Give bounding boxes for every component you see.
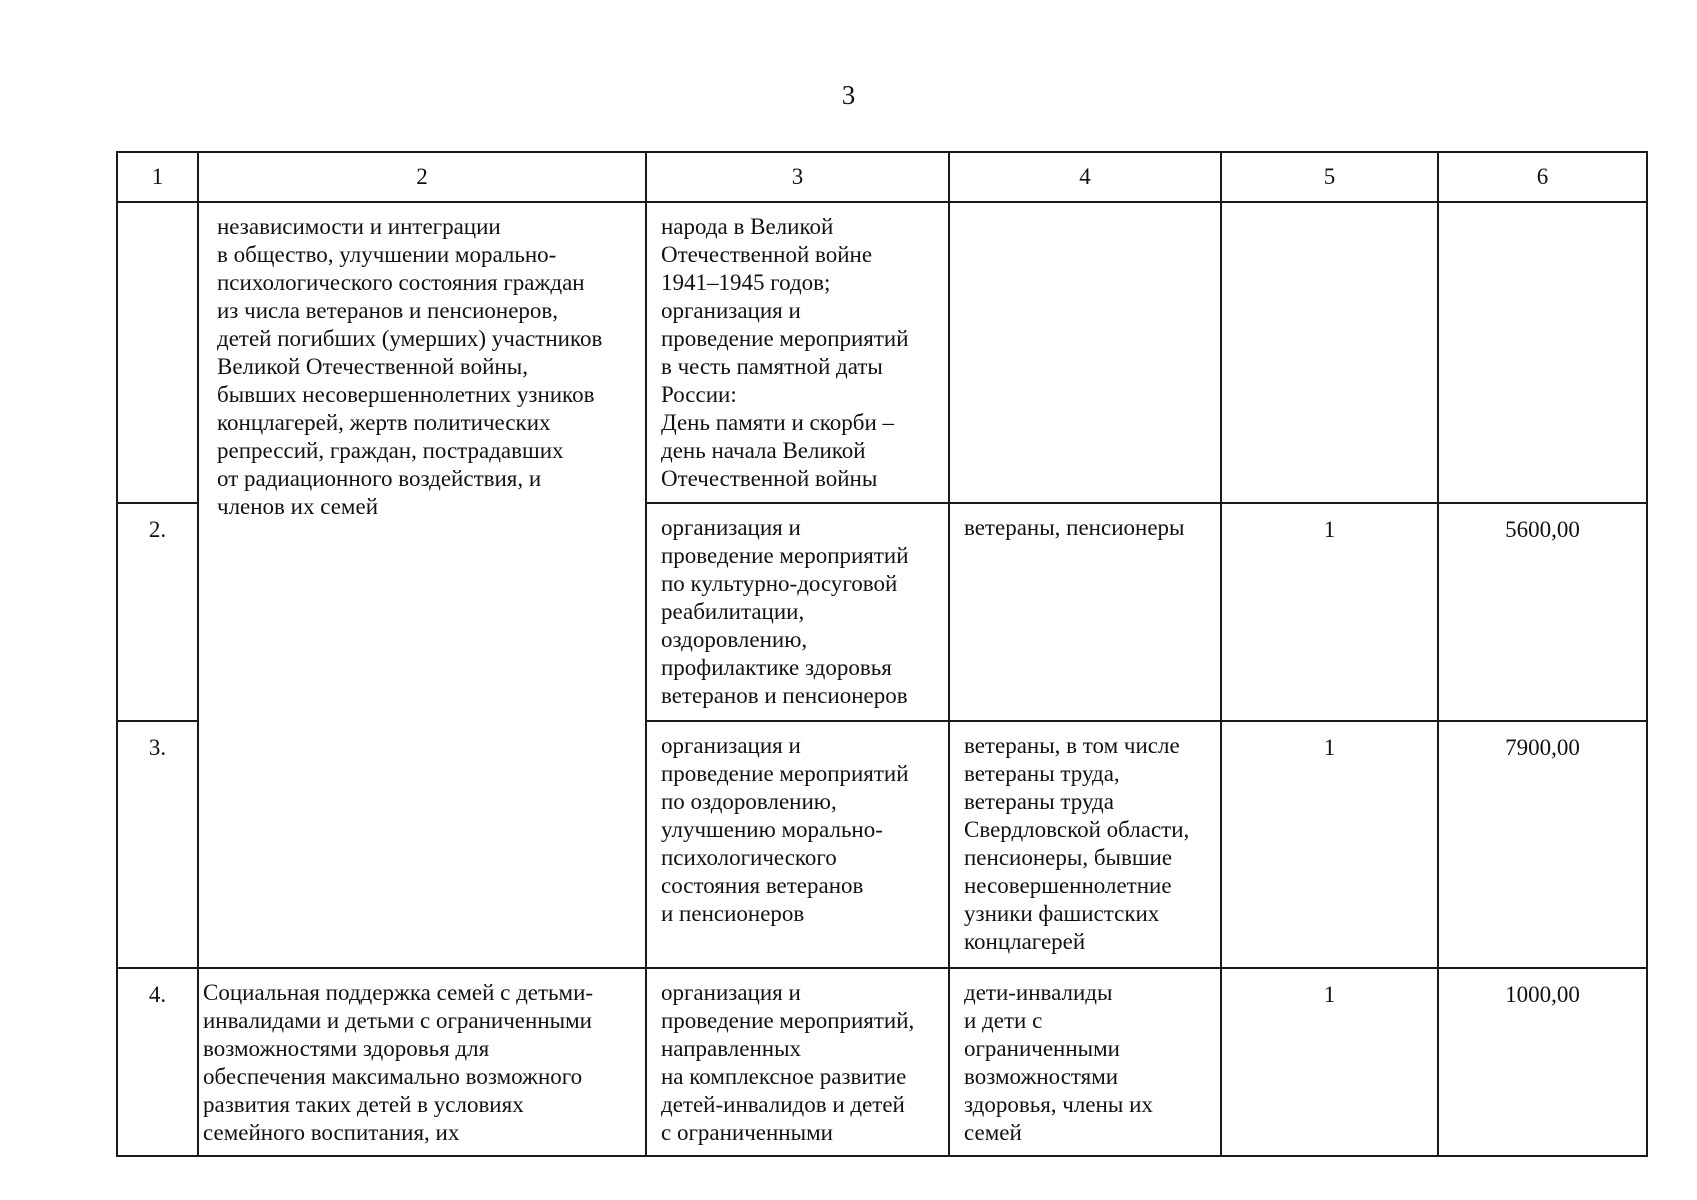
- activity-cell: [646, 202, 949, 503]
- header-row: [117, 152, 1647, 202]
- header-col-5: 5: [1221, 152, 1438, 202]
- activity-cell: [646, 721, 949, 968]
- amount-cell: [1438, 968, 1647, 1156]
- activity-cell: [646, 503, 949, 721]
- recipients-text: ветераны, пенсионеры: [964, 514, 1185, 540]
- row-number-cell: [117, 202, 198, 503]
- row-number-cell: [117, 721, 198, 968]
- amount-cell: [1438, 721, 1647, 968]
- activity-text: организация и проведение мероприятий, направленных на комплексное развитие детей-инвалидов и детей с ограниченными: [661, 979, 915, 1145]
- category-text: Социальная поддержка семей с детьми- инвалидами и детьми с ограниченными возможностями здоровья для обеспечения максимально возможного развития таких детей в условиях семейного воспитания, их: [203, 979, 594, 1145]
- count-cell: [1221, 503, 1438, 721]
- row-number-cell: [117, 968, 198, 1156]
- recipients-text: дети-инвалиды и дети с ограниченными возможностями здоровья, члены их семей: [964, 979, 1153, 1145]
- header-col-4: 4: [949, 152, 1221, 202]
- table-row: [117, 202, 1647, 503]
- row-number: 2.: [148, 516, 167, 542]
- header-col-2: 2: [198, 152, 646, 202]
- count-value: 1: [1323, 981, 1336, 1007]
- row-number-cell: [117, 503, 198, 721]
- activity-text: организация и проведение мероприятий по культурно-досуговой реабилитации, оздоровлению, профилактике здоровья ветеранов и пенсионеров: [661, 514, 909, 708]
- recipients-cell: [949, 721, 1221, 968]
- count-value: 1: [1323, 516, 1336, 542]
- row-number: 3.: [148, 735, 167, 761]
- count-cell: [1221, 721, 1438, 968]
- activity-text: организация и проведение мероприятий по оздоровлению, улучшению морально- психологического состояния ветеранов и пенсионеров: [661, 733, 909, 927]
- row-number: 4.: [148, 981, 167, 1007]
- page-number: 3: [841, 80, 856, 110]
- amount-value: 1000,00: [1505, 981, 1580, 1007]
- recipients-cell: [949, 202, 1221, 503]
- header-col-1: 1: [117, 152, 198, 202]
- amount-value: 7900,00: [1505, 735, 1580, 761]
- category-text: независимости и интеграции в общество, улучшении морально- психологического состояния граждан из числа ветеранов и пенсионеров, детей погибших (умерших) участников Великой Отечественной войны, бывших несовершеннолетних узников концлагерей, жертв политических репрессий, граждан, пострадавших от радиационного воздействия, и членов их семей: [217, 214, 603, 519]
- category-cell: [198, 202, 646, 968]
- measures-table: [116, 151, 1648, 1157]
- activity-cell: [646, 968, 949, 1156]
- amount-cell: [1438, 202, 1647, 503]
- recipients-cell: [949, 968, 1221, 1156]
- category-cell: [198, 968, 646, 1156]
- header-col-6: 6: [1438, 152, 1647, 202]
- count-cell: [1221, 202, 1438, 503]
- count-value: 1: [1323, 735, 1336, 761]
- header-col-3: 3: [646, 152, 949, 202]
- activity-text: народа в Великой Отечественной войне 1941–1945 годов; организация и проведение мероприятий в честь памятной даты России: День памяти и скорби – день начала Великой Отечественной войны: [661, 214, 909, 491]
- recipients-text: ветераны, в том числе ветераны труда, ветераны труда Свердловской области, пенсионеры, бывшие несовершеннолетние узники фашистских концлагерей: [964, 733, 1190, 955]
- recipients-cell: [949, 503, 1221, 721]
- amount-cell: [1438, 503, 1647, 721]
- count-cell: [1221, 968, 1438, 1156]
- amount-value: 5600,00: [1505, 516, 1580, 542]
- table-row: [117, 968, 1647, 1156]
